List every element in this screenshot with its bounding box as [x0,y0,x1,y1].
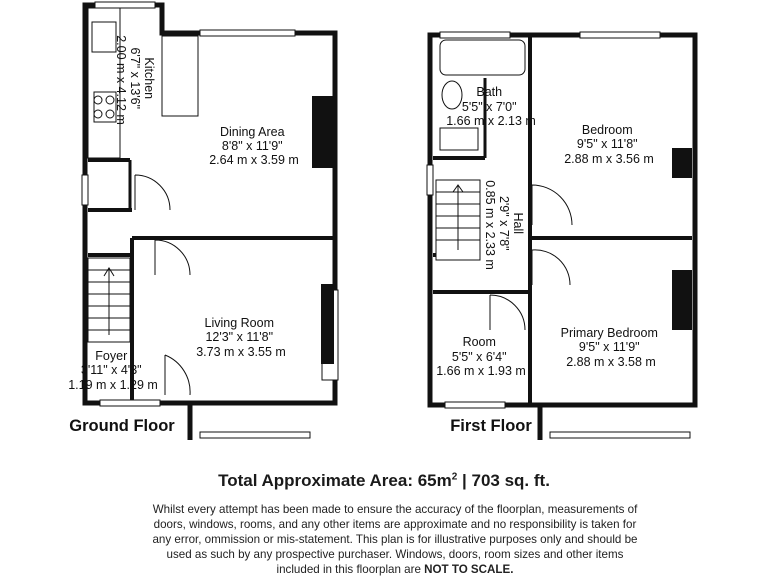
foyer-label: Foyer 3'11" x 4'3" 1.19 m x 1.29 m [68,349,158,392]
room-labels [68,35,661,392]
bath-label: Bath 5'5" x 7'0" 1.66 m x 2.13 m [446,85,536,128]
chimney-breast [312,96,334,168]
ground-doors [135,175,190,395]
ground-floor-title: Ground Floor [69,417,175,435]
ground-stairs [88,258,130,342]
dining-label: Dining Area 8'8" x 11'9" 2.64 m x 3.59 m [209,125,299,167]
first-floor-plan [427,32,695,440]
total-area: Total Approximate Area: $65m^2$ | 703 sq. ft. [218,471,550,490]
bedroom-label: Bedroom 9'5" x 11'8" 2.88 m x 3.56 m [564,123,654,166]
first-floor-title: First Floor [450,417,532,435]
room-label: Room 5'5" x 6'4" 1.66 m x 1.93 m [436,335,526,378]
first-stairs [436,180,480,260]
not-to-scale-emphasis: NOT TO SCALE. [424,563,514,576]
living-label: Living Room 12'3" x 11'8" 3.73 m x 3.55 m [196,316,286,359]
hall-label: Hall 2'9" x 7'8" 0.85 m x 2.33 m [483,180,525,270]
disclaimer: Whilst every attempt has been made to ensure the accuracy of the floorplan, measurements of doors, windows, rooms, and any other items are approximate and no responsibility is taken for any error, ommission or mis-statement. This plan is for illustrative purposes only and should be used as such by any prospective purchaser. Windows, doors, room sizes and other items included in this floorplan are NOT TO SCALE. [152,503,638,576]
primary-bedroom-label: Primary Bedroom 9'5" x 11'9" 2.88 m x 3.58 m [560,326,658,369]
kitchen-label: Kitchen 6'7" x 13'6" 2.00 m x 4.12 m [114,35,156,125]
